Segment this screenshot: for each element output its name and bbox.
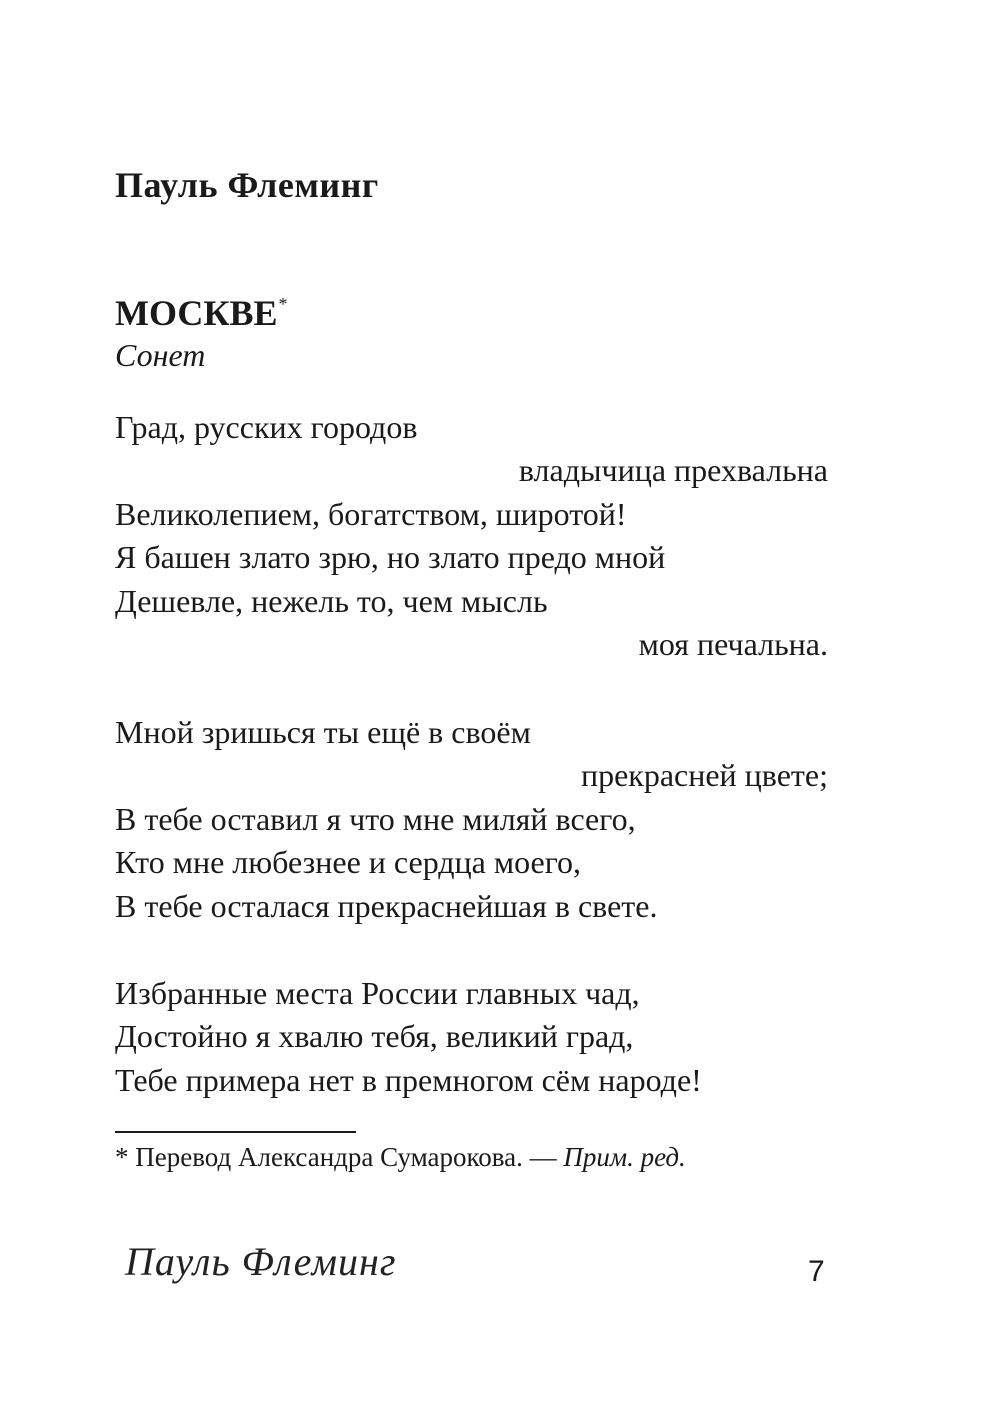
poem-line: Дешевле, нежель то, чем мысль (115, 582, 548, 619)
footnote (115, 1139, 828, 1176)
poem-line: Я башен злато зрю, но злато предо мной (115, 539, 666, 576)
poem-line: Великолепием, богатством, широтой! (115, 495, 627, 532)
poem-line: Достойно я хвалю тебя, великий град, (115, 1018, 634, 1055)
poem-line: Избранные места России главных чад, (115, 975, 640, 1011)
poem-line: Тебе примера нет в премногом сём народе! (115, 1061, 702, 1098)
footnote-marker: * (278, 294, 288, 314)
poem-subtitle: Сонет (115, 337, 206, 373)
author-heading: Пауль Флеминг (115, 165, 379, 205)
poem-line: В тебе осталася прекраснейшая в свете. (115, 887, 658, 924)
footnote-editor-note: Прим. ред. (563, 1142, 686, 1172)
poem-line: прекрасней цвете; (580, 757, 828, 794)
running-footer-author: Пауль Флеминг (125, 1239, 397, 1284)
stanza-1 (115, 406, 828, 666)
poem-line: В тебе оставил я что мне миляй всего, (115, 800, 636, 837)
poem-title-text: МОСКВЕ (115, 293, 278, 333)
poem-line: владычица прехвальна (518, 452, 828, 489)
footnote-text: * Перевод Александра Сумарокова. — (115, 1142, 557, 1172)
poem-title (115, 292, 288, 334)
stanza-3 (115, 972, 828, 1102)
page-number: 7 (808, 1255, 825, 1288)
footnote-divider (115, 1131, 356, 1133)
poem-line: Мной зришься ты ещё в своём (115, 714, 531, 750)
poem-line: моя печальна. (638, 626, 828, 663)
poem-line: Кто мне любезнее и сердца моего, (115, 844, 582, 881)
stanza-2 (115, 711, 828, 928)
poem-line: Град, русских городов (115, 409, 418, 445)
